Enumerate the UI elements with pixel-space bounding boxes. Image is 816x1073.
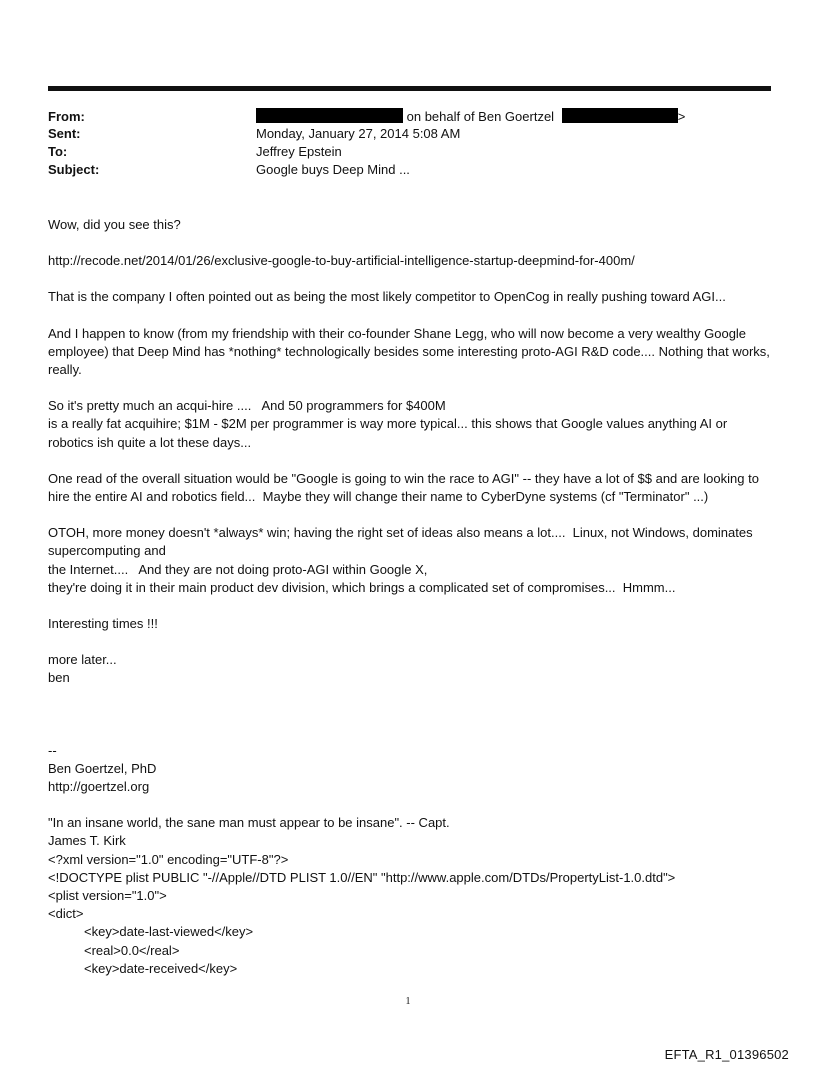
xml-line: <?xml version="1.0" encoding="UTF-8"?> (48, 851, 289, 867)
from-sender: on behalf of Ben Goertzel (406, 109, 555, 124)
redaction-block (256, 108, 403, 123)
xml-line: <plist version="1.0"> (48, 888, 167, 904)
body-paragraph: OTOH, more money doesn't *always* win; having the right set of ideas also means a lot.... Linux, not Windows, dominates supercomputing and (48, 525, 757, 559)
body-paragraph: And I happen to know (from my friendship with their co-founder Shane Legg, who will now become a very wealthy Google employee) that Deep Mind has *nothing* technologically besides some interesting proto-AGI R&D code.... Nothing that works, really. (48, 325, 774, 378)
sent-label: Sent: (48, 126, 81, 141)
signature-quote: "In an insane world, the sane man must appear to be insane". -- Capt. (48, 815, 450, 831)
page-number: 1 (405, 996, 411, 1007)
header-rule (48, 86, 771, 91)
body-paragraph: Interesting times !!! (48, 616, 158, 632)
body-paragraph: is a really fat acquihire; $1M - $2M per programmer is way more typical... this shows that Google values anything AI or robotics ish quite a lot these days... (48, 416, 731, 450)
subject-label: Subject: (48, 162, 100, 177)
to-value: Jeffrey Epstein (256, 144, 342, 159)
xml-line: <key>date-received</key> (84, 960, 238, 976)
body-paragraph: more later... (48, 652, 117, 668)
from-label: From: (48, 109, 85, 124)
body-paragraph: One read of the overall situation would be "Google is going to win the race to AGI" -- they have a lot of $$ and are looking to hire the entire AI and robotics field... Maybe they will change their name to CyberDyne systems (cf "Terminator" ...) (48, 470, 763, 505)
subject-value: Google buys Deep Mind ... (256, 162, 410, 177)
body-paragraph: So it's pretty much an acqui-hire .... And 50 programmers for $400M (48, 398, 446, 414)
signature-quote: James T. Kirk (48, 833, 126, 849)
body-paragraph: That is the company I often pointed out as being the most likely competitor to OpenCog in really pushing toward AGI... (48, 289, 726, 305)
bates-number: EFTA_R1_01396502 (664, 1047, 789, 1062)
body-paragraph: Wow, did you see this? (48, 217, 181, 232)
signature-dash: -- (48, 742, 57, 758)
signature-name: Ben Goertzel, PhD (48, 760, 157, 776)
email-body (48, 216, 772, 978)
sent-value: Monday, January 27, 2014 5:08 AM (256, 126, 461, 141)
from-value (256, 108, 685, 126)
body-paragraph: the Internet.... And they are not doing proto-AGI within Google X, (48, 561, 428, 577)
xml-line: <real>0.0</real> (84, 942, 180, 958)
to-label: To: (48, 144, 68, 159)
body-link[interactable]: http://recode.net/2014/01/26/exclusive-google-to-buy-artificial-intelligence-startup-deepmind-for-400m/ (48, 253, 635, 269)
xml-line: <key>date-last-viewed</key> (84, 924, 254, 940)
from-trailing: > (677, 109, 686, 124)
body-paragraph: ben (48, 670, 70, 686)
signature-link[interactable]: http://goertzel.org (48, 779, 150, 795)
redaction-block (562, 108, 678, 123)
body-paragraph: they're doing it in their main product dev division, which brings a complicated set of compromises... Hmmm... (48, 579, 676, 595)
xml-line: <dict> (48, 906, 84, 922)
xml-line: <!DOCTYPE plist PUBLIC "-//Apple//DTD PLIST 1.0//EN" "http://www.apple.com/DTDs/PropertyList-1.0.dtd"> (48, 869, 676, 885)
